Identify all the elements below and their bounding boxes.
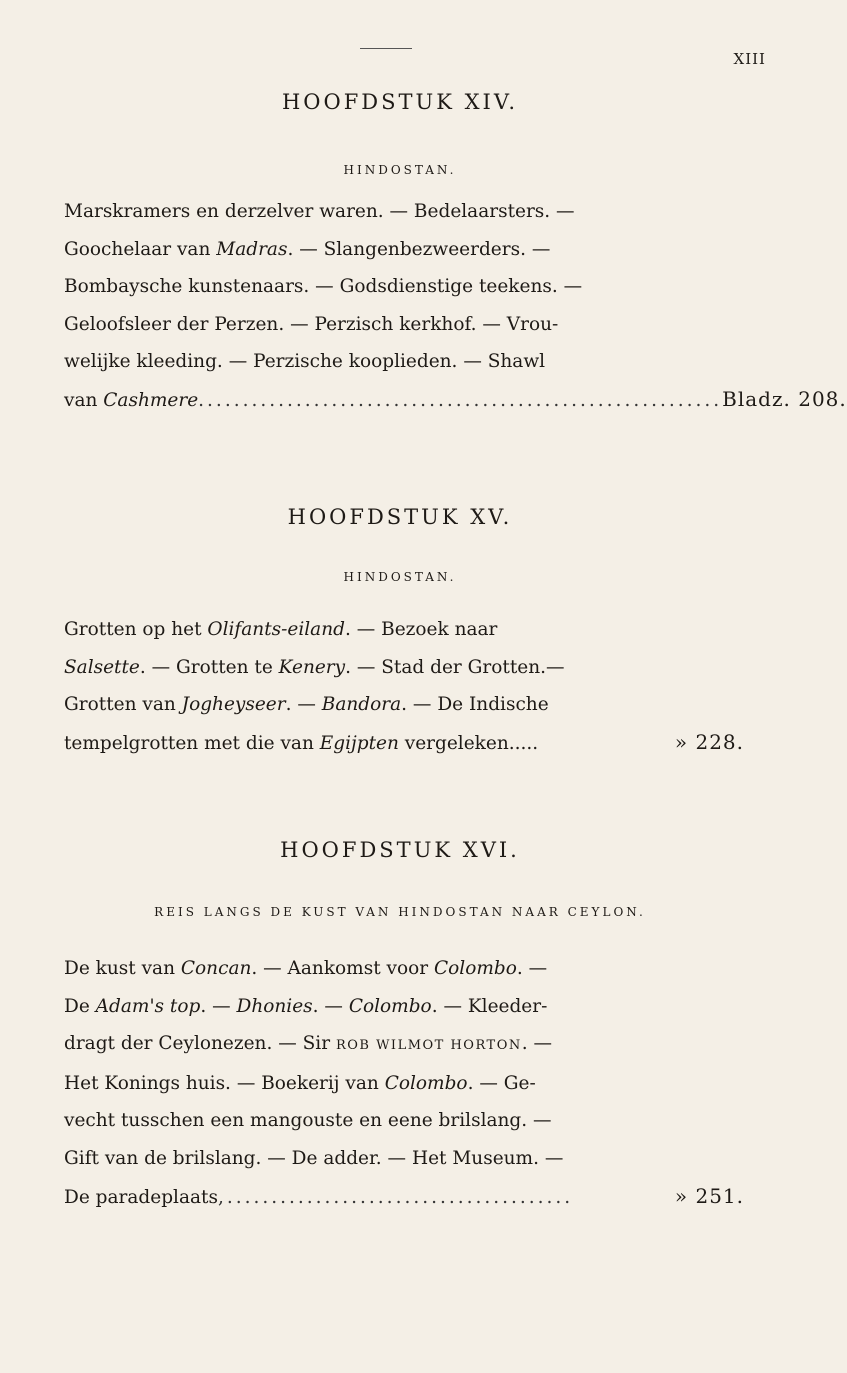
text-run: Gift van de brilslang. — De adder. — Het Museum. — xyxy=(64,1147,564,1169)
text-run: dragt der Ceylonezen. — Sir xyxy=(64,1033,336,1055)
chapter-subtitle: HINDOSTAN. xyxy=(343,163,457,177)
text-run: . — xyxy=(516,958,548,979)
summary-line xyxy=(64,231,744,269)
chapter-title: HOOFDSTUK XIV. xyxy=(281,90,519,114)
italic-place-name: Concan xyxy=(180,958,252,979)
italic-place-name: Madras xyxy=(216,238,288,260)
summary-line xyxy=(64,611,744,649)
text-run: tempelgrotten met die van xyxy=(64,732,320,754)
italic-place-name: Cashmere xyxy=(103,389,199,411)
italic-place-name: Colombo xyxy=(434,958,517,979)
summary-line xyxy=(64,193,744,231)
italic-place-name: Kenery xyxy=(278,656,346,678)
text-run: welijke kleeding. — Perzische kooplieden. — Shawl xyxy=(64,351,546,373)
page-number: XIII xyxy=(733,50,766,68)
leader-dots: ........................................................... xyxy=(198,389,723,411)
chapter-15 xyxy=(0,505,800,529)
chapter-16 xyxy=(0,838,800,862)
text-run: . — Ge- xyxy=(467,1072,536,1094)
chapter-subtitle: HINDOSTAN. xyxy=(343,570,457,584)
text-run: Grotten van xyxy=(64,694,182,716)
header-rule xyxy=(360,48,412,49)
summary-line xyxy=(64,950,744,988)
text-run: Marskramers en derzelver waren. — Bedelaarsters. — xyxy=(64,201,575,222)
text-run: Goochelaar van xyxy=(64,238,217,260)
text-run: Het Konings huis. — Boekerij van xyxy=(64,1072,385,1094)
chapter-title: HOOFDSTUK XV. xyxy=(287,505,513,529)
page-reference: » 228. xyxy=(674,729,744,754)
text-run: van xyxy=(64,389,104,411)
text-run: . — Bezoek naar xyxy=(344,619,498,640)
summary-line xyxy=(64,1102,744,1140)
italic-place-name: Olifants-eiland xyxy=(207,619,345,640)
summary-last-line xyxy=(64,1178,744,1217)
italic-place-name: Bandora xyxy=(321,694,402,716)
text-run: Bombaysche kunstenaars. — Godsdienstige teekens. — xyxy=(64,276,583,298)
summary-line xyxy=(64,268,744,306)
text-run: . — Aankomst voor xyxy=(251,958,434,979)
text-run: . — xyxy=(285,694,322,716)
text-run: . — xyxy=(521,1033,552,1055)
summary-line xyxy=(64,649,744,687)
text-run: . — Grotten te xyxy=(139,656,279,678)
text-run: . — De Indische xyxy=(401,694,549,716)
summary-last-line xyxy=(64,381,847,420)
summary-line xyxy=(64,343,744,381)
page-reference: » 251. xyxy=(674,1183,744,1208)
text-run: . — xyxy=(200,995,237,1017)
text-run: . — Slangenbezweerders. — xyxy=(287,238,551,260)
italic-place-name: Colombo xyxy=(348,995,432,1017)
chapter-15-subtitle-wrap xyxy=(0,570,800,584)
italic-place-name: Egijpten xyxy=(319,732,399,754)
small-caps-name: ROB WILMOT HORTON xyxy=(335,1038,522,1054)
text-run: De paradeplaats xyxy=(64,1186,218,1208)
page-reference: Bladz. 208. xyxy=(722,386,847,411)
summary-line xyxy=(64,306,744,344)
summary-line xyxy=(64,1025,744,1065)
italic-place-name: Dhonies xyxy=(236,995,313,1017)
chapter-subtitle: REIS LANGS DE KUST VAN HINDOSTAN NAAR CEYLON. xyxy=(154,905,646,919)
summary-last-text xyxy=(64,1179,218,1217)
italic-place-name: Colombo xyxy=(384,1072,468,1094)
text-run: . — xyxy=(312,995,349,1017)
summary-last-line xyxy=(64,724,744,763)
text-run: vergeleken..... xyxy=(398,732,539,754)
chapter-summary xyxy=(64,611,744,762)
text-run: vecht tusschen een mangouste en eene brilslang. — xyxy=(64,1110,552,1132)
chapter-14-subtitle-wrap xyxy=(0,163,800,177)
chapter-14 xyxy=(0,90,800,114)
text-run: De kust van xyxy=(64,958,181,979)
summary-last-text xyxy=(64,725,538,763)
summary-line xyxy=(64,686,744,724)
summary-line xyxy=(64,988,744,1026)
text-run: Geloofsleer der Perzen. — Perzisch kerkhof. — Vrou- xyxy=(64,313,559,335)
chapter-16-subtitle-wrap xyxy=(0,905,800,919)
summary-last-text xyxy=(64,382,198,420)
text-run: De xyxy=(64,995,96,1017)
summary-line xyxy=(64,1140,744,1178)
chapter-summary xyxy=(64,193,847,420)
text-run: . — Kleeder- xyxy=(431,995,548,1017)
italic-place-name: Salsette xyxy=(64,656,140,678)
chapter-title: HOOFDSTUK XVI. xyxy=(280,838,520,862)
chapter-summary xyxy=(64,950,744,1216)
text-run: Grotten op het xyxy=(64,619,208,640)
italic-place-name: Jogheyseer xyxy=(181,694,286,716)
italic-place-name: Adam's top xyxy=(95,995,201,1017)
leader-dots: ,....................................... xyxy=(217,1186,574,1208)
text-run: . — Stad der Grotten.— xyxy=(345,656,565,678)
summary-line xyxy=(64,1065,744,1103)
